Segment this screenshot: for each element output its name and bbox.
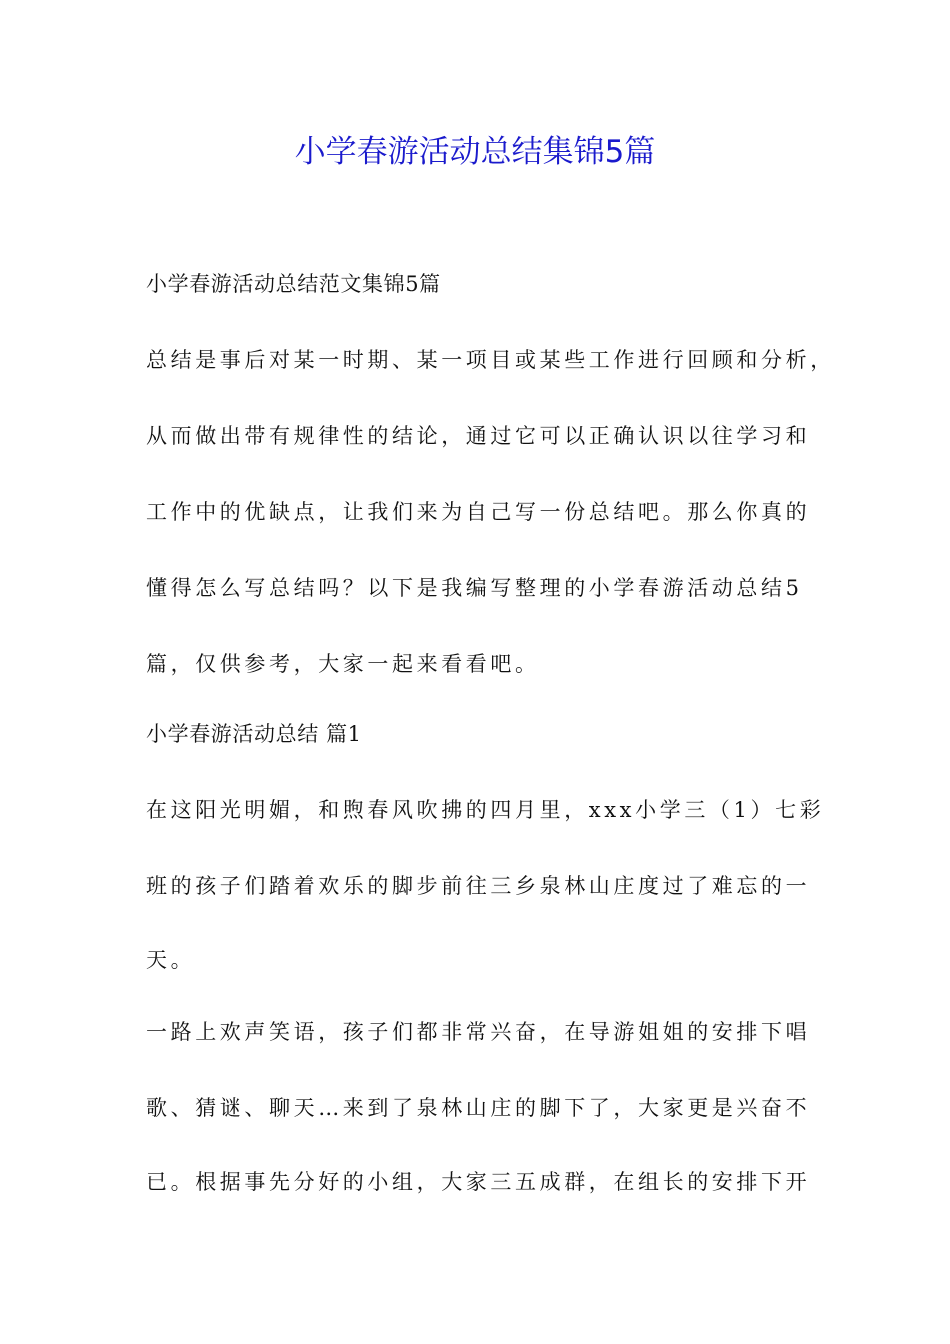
paragraph-line: 工作中的优缺点，让我们来为自己写一份总结吧。那么你真的 [146,500,811,524]
document-title: 小学春游活动总结集锦5篇 [294,134,656,170]
paragraph-line: 篇，仅供参考，大家一起来看看吧。 [146,652,540,676]
paragraph-line: 天。 [146,948,196,972]
paragraph-line: 总结是事后对某一时期、某一项目或某些工作进行回顾和分析， [146,348,835,372]
paragraph-line: 从而做出带有规律性的结论，通过它可以正确认识以往学习和 [146,424,811,448]
subtitle-line: 小学春游活动总结范文集锦5篇 [146,272,441,296]
paragraph-line: 已。根据事先分好的小组，大家三五成群，在组长的安排下开 [146,1170,811,1194]
paragraph-line: 在这阳光明媚，和煦春风吹拂的四月里，xxx小学三（1）七彩 [146,798,825,822]
paragraph-line: 懂得怎么写总结吗？以下是我编写整理的小学春游活动总结5 [146,576,803,600]
section-heading: 小学春游活动总结 篇1 [146,722,362,746]
paragraph-line: 歌、猜谜、聊天…来到了泉林山庄的脚下了，大家更是兴奋不 [146,1096,811,1120]
paragraph-line: 一路上欢声笑语，孩子们都非常兴奋，在导游姐姐的安排下唱 [146,1020,811,1044]
paragraph-line: 班的孩子们踏着欢乐的脚步前往三乡泉林山庄度过了难忘的一 [146,874,811,898]
